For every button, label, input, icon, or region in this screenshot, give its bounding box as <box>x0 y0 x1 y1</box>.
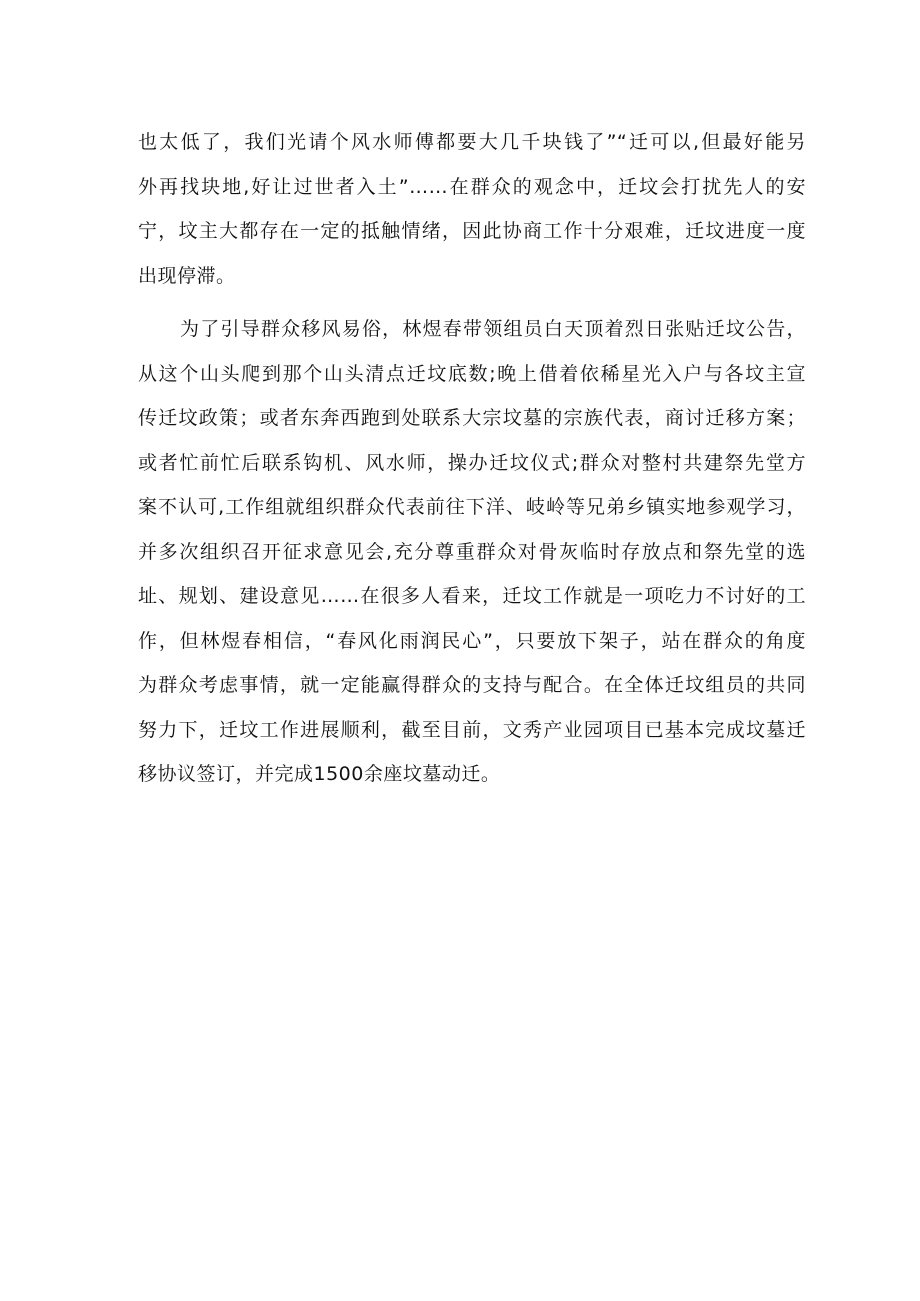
text-line: 传迁坟政策；或者东奔西跑到处联系大宗坟墓的宗族代表，商讨迁移方案； <box>138 407 806 429</box>
text-line: 案不认可,工作组就组织群众代表前往下洋、岐岭等兄弟乡镇实地参观学习， <box>138 496 806 518</box>
text-line: 或者忙前忙后联系钩机、风水师，操办迁坟仪式;群众对整村共建祭先堂方 <box>138 451 806 474</box>
article-body <box>138 120 806 797</box>
text-line: 外再找块地,好让过世者入土”……在群众的观念中，迁坟会打扰先人的安 <box>138 175 806 198</box>
text-line: 为了引导群众移风易俗，林煜春带领组员白天顶着烈日张贴迁坟公告， <box>180 318 806 340</box>
text-line: 从这个山头爬到那个山头清点迁坟底数;晚上借着依稀星光入户与各坟主宣 <box>138 362 806 385</box>
text-line: 为群众考虑事情，就一定能赢得群众的支持与配合。在全体迁坟组员的共同 <box>138 674 806 696</box>
text-line: 出现停滞。 <box>138 264 236 287</box>
paragraph-1 <box>138 120 806 298</box>
text-line: 移协议签订，并完成1500余座坟墓动迁。 <box>138 763 501 785</box>
text-line: 也太低了，我们光请个风水师傅都要大几千块钱了”“迁可以,但最好能另 <box>138 131 806 153</box>
text-line: 作，但林煜春相信，“春风化雨润民心”，只要放下架子，站在群众的角度 <box>138 629 806 652</box>
text-line: 址、规划、建设意见……在很多人看来，迁坟工作就是一项吃力不讨好的工 <box>138 585 806 607</box>
text-line: 宁，坟主大都存在一定的抵触情绪，因此协商工作十分艰难，迁坟进度一度 <box>138 220 806 242</box>
paragraph-2 <box>138 307 806 797</box>
text-line: 努力下，迁坟工作进展顺利，截至目前，文秀产业园项目已基本完成坟墓迁 <box>138 718 806 741</box>
text-line: 并多次组织召开征求意见会,充分尊重群众对骨灰临时存放点和祭先堂的选 <box>138 540 806 563</box>
paragraph-spacer <box>138 298 806 307</box>
